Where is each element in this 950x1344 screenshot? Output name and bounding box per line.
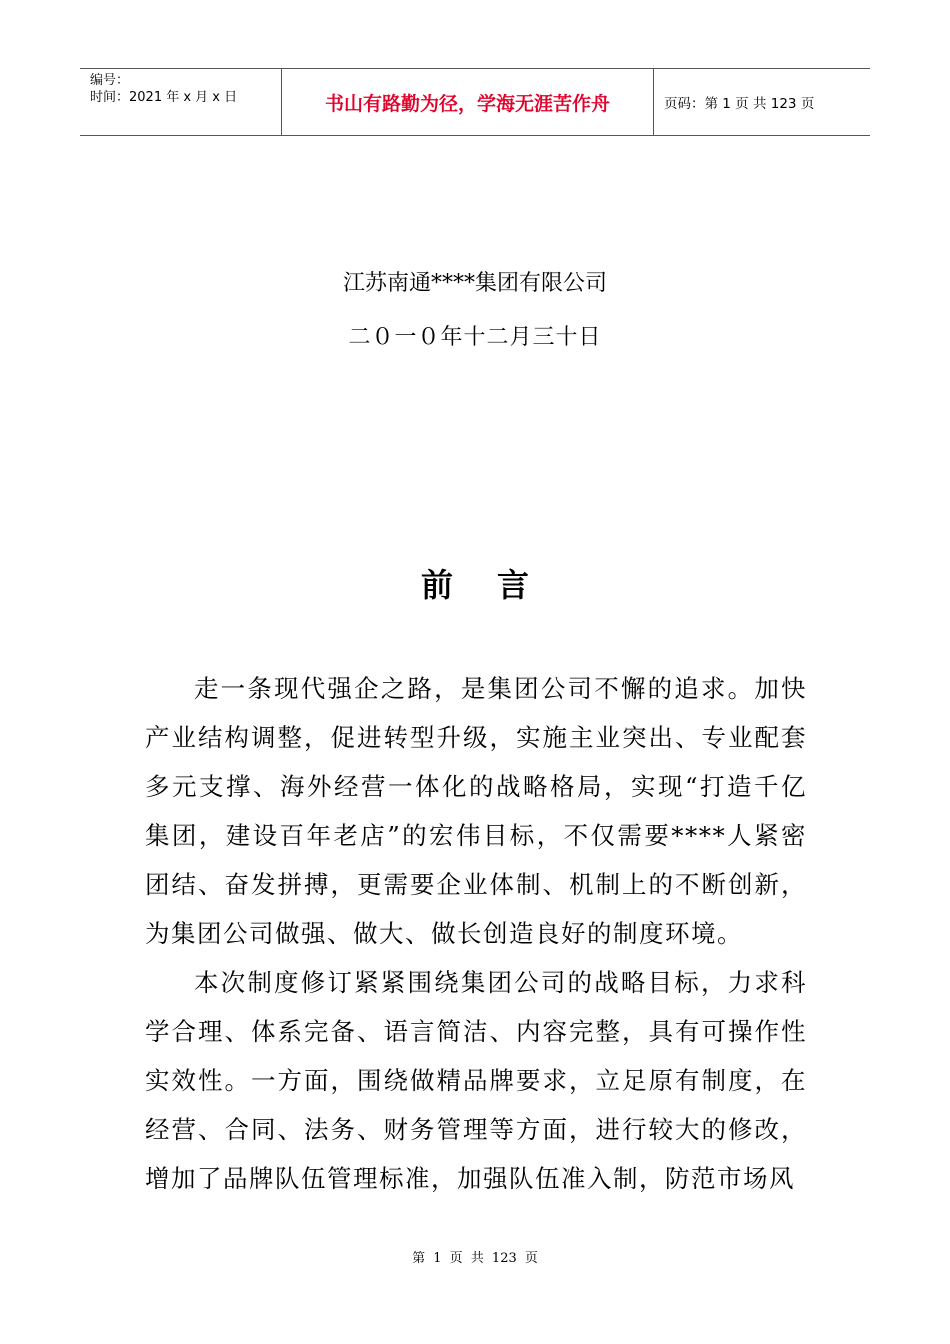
header-page-info: 页码：第 1 页 共 123 页 [664, 96, 815, 112]
document-date: 二０一０年十二月三十日 [348, 325, 602, 350]
page-footer: 第 1 页 共 123 页 [412, 1251, 538, 1266]
number-label: 编号： [90, 73, 130, 88]
paragraph: 本次制度修订紧紧围绕集团公司的战略目标，力求科学合理、体系完备、语言简洁、内容完整，具有可操作性实效性。一方面，围绕做精品牌要求，立足原有制度，在经营、合同、法务、财务管理等方面，进行较大的修改，增加了品牌队伍管理标准，加强队伍准入制，防范市场风 [145, 968, 807, 1193]
body-text [145, 664, 807, 1203]
time-label: 时间：2021 年 x 月 x 日 [90, 90, 238, 105]
header-motto: 书山有路勤为径，学海无涯苦作舟 [282, 69, 654, 135]
document-header [80, 68, 870, 136]
header-meta [80, 69, 282, 135]
paragraph: 走一条现代强企之路，是集团公司不懈的追求。加快产业结构调整，促进转型升级，实施主业突出、专业配套多元支撑、海外经营一体化的战略格局，实现“打造千亿集团，建设百年老店”的宏伟目标，不仅需要****人紧密团结、奋发拼搏，更需要企业体制、机制上的不断创新，为集团公司做强、做大、做长创造良好的制度环境。 [145, 674, 807, 948]
company-name: 江苏南通****集团有限公司 [342, 271, 607, 296]
section-title: 前言 [420, 566, 573, 604]
